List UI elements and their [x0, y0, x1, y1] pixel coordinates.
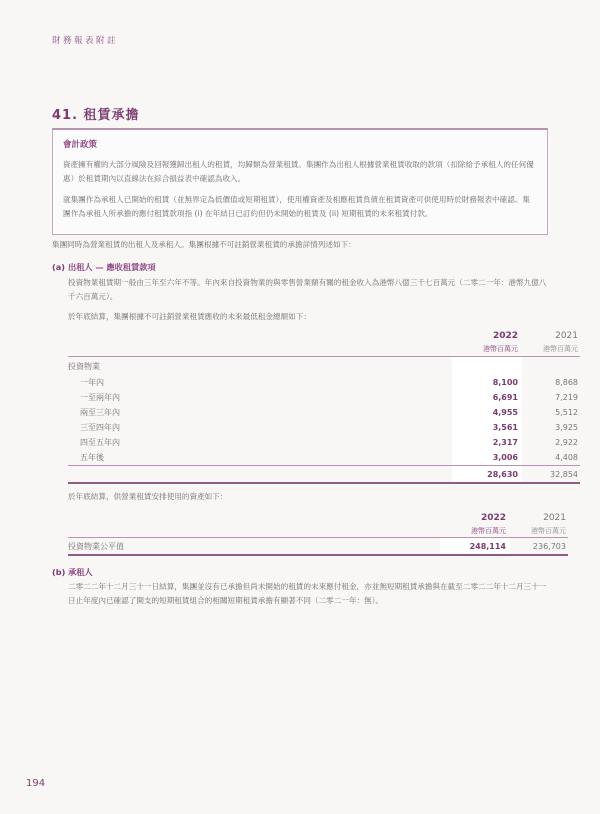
value-2022: 3,561 — [452, 420, 522, 435]
value-2022: 6,691 — [452, 390, 522, 405]
value-2021: 236,703 — [510, 538, 568, 556]
part-a-paragraph-3: 於年底結算，供營業租賃安排使用的資產如下： — [68, 492, 228, 501]
header-year-2021: 2021 — [543, 513, 566, 523]
part-a-paragraph-1: 投資物業租賃期一般由三年至六年不等。年內來自投資物業的與零售營業額有關的租金收入為港幣八億三千七百萬元（二零二一年：港幣九億八千六百萬元）。 — [68, 278, 547, 301]
table-row — [68, 420, 580, 435]
value-2022: 248,114 — [440, 538, 510, 556]
minimum-lease-receivables-table — [68, 330, 580, 484]
section-title: 41. 租賃承擔 — [52, 108, 140, 123]
policy-paragraph: 就集團作為承租人已開始的租賃（並無界定為低價值或短期租賃），使用權資產及相應租賃負債在租賃資產可供使用時於財務報表中確認。集團作為承租人所承擔的應付租賃款項指 (i) 在年結日已訂約但仍未開始的租賃及 (ii) 短期租賃的未來租賃付款。 — [63, 195, 531, 218]
group-label: 投資物業 — [68, 361, 100, 371]
policy-paragraph: 資產擁有權的大部分風險及回報獲歸出租人的租賃，均歸類為營業租賃。集團作為出租人根據營業租賃收取的款項（扣除給予承租人的任何優惠）於租賃期內以直線法在綜合損益表中確認為收入。 — [63, 160, 534, 183]
value-2022: 2,317 — [452, 435, 522, 450]
header-unit-2021: 港幣百萬元 — [510, 524, 568, 538]
table-total-row — [68, 466, 580, 484]
table-row — [68, 450, 580, 466]
value-2021: 5,512 — [555, 408, 578, 417]
value-2022: 8,100 — [452, 375, 522, 390]
header-unit-2021: 港幣百萬元 — [522, 342, 580, 357]
row-label: 兩至三年內 — [80, 408, 120, 417]
header-year-2022: 2022 — [492, 331, 518, 341]
header-unit-2022: 港幣百萬元 — [440, 524, 510, 538]
value-2021: 8,868 — [555, 378, 578, 387]
row-label: 五年後 — [68, 450, 452, 466]
table-row — [68, 375, 580, 390]
table-row-group — [68, 357, 580, 376]
row-label: 一至兩年內 — [80, 393, 120, 402]
part-a-paragraph-2: 於年底結算，集團根據不可註銷營業租賃應收的未來最低租金總額如下： — [68, 312, 311, 321]
row-label: 四至五年內 — [80, 438, 120, 447]
table-row — [68, 435, 580, 450]
row-label: 投資物業公平值 — [68, 538, 440, 556]
accounting-policy-box — [52, 128, 548, 235]
header-year-2021: 2021 — [555, 331, 578, 341]
header-unit-2022: 港幣百萬元 — [452, 342, 522, 357]
total-2022: 28,630 — [452, 466, 522, 484]
part-b-heading — [52, 567, 93, 578]
page-number: 194 — [26, 778, 46, 789]
header-year-2022: 2022 — [480, 513, 506, 523]
running-head: 財務報表附註 — [52, 36, 119, 46]
row-label: 一年內 — [80, 378, 104, 387]
part-b-letter: (b) — [52, 567, 66, 577]
value-2022: 3,006 — [452, 450, 522, 466]
part-a-letter: (a) — [52, 262, 66, 272]
value-2021: 4,408 — [522, 450, 580, 466]
value-2021: 2,922 — [555, 438, 578, 447]
part-b-paragraph: 二零二二年十二月三十一日結算，集團並沒有已承擔但尚未開始的租賃的未來應付租金，亦並無短期租賃承擔與在截至二零二二年十二月三十一日止年度內已確認了開支的短期租賃組合的相關短期租賃承擔有顯著不同（二零二一年：無）。 — [68, 582, 547, 605]
part-a-heading — [52, 262, 156, 273]
row-label: 三至四年內 — [80, 423, 120, 432]
part-a-title: 出租人 — 應收租賃款項 — [68, 262, 156, 272]
assets-under-lease-table — [68, 512, 568, 556]
table-row — [68, 390, 580, 405]
value-2021: 3,925 — [555, 423, 578, 432]
policy-title: 會計政策 — [63, 140, 98, 150]
value-2022: 4,955 — [452, 405, 522, 420]
table-row — [68, 538, 568, 556]
part-b-title: 承租人 — [68, 567, 93, 577]
intro-paragraph: 集團同時為營業租賃的出租人及承租人。集團根據不可註銷營業租賃的承擔詳情列述如下： — [52, 240, 356, 249]
value-2021: 7,219 — [555, 393, 578, 402]
total-2021: 32,854 — [522, 466, 580, 484]
table-row — [68, 405, 580, 420]
